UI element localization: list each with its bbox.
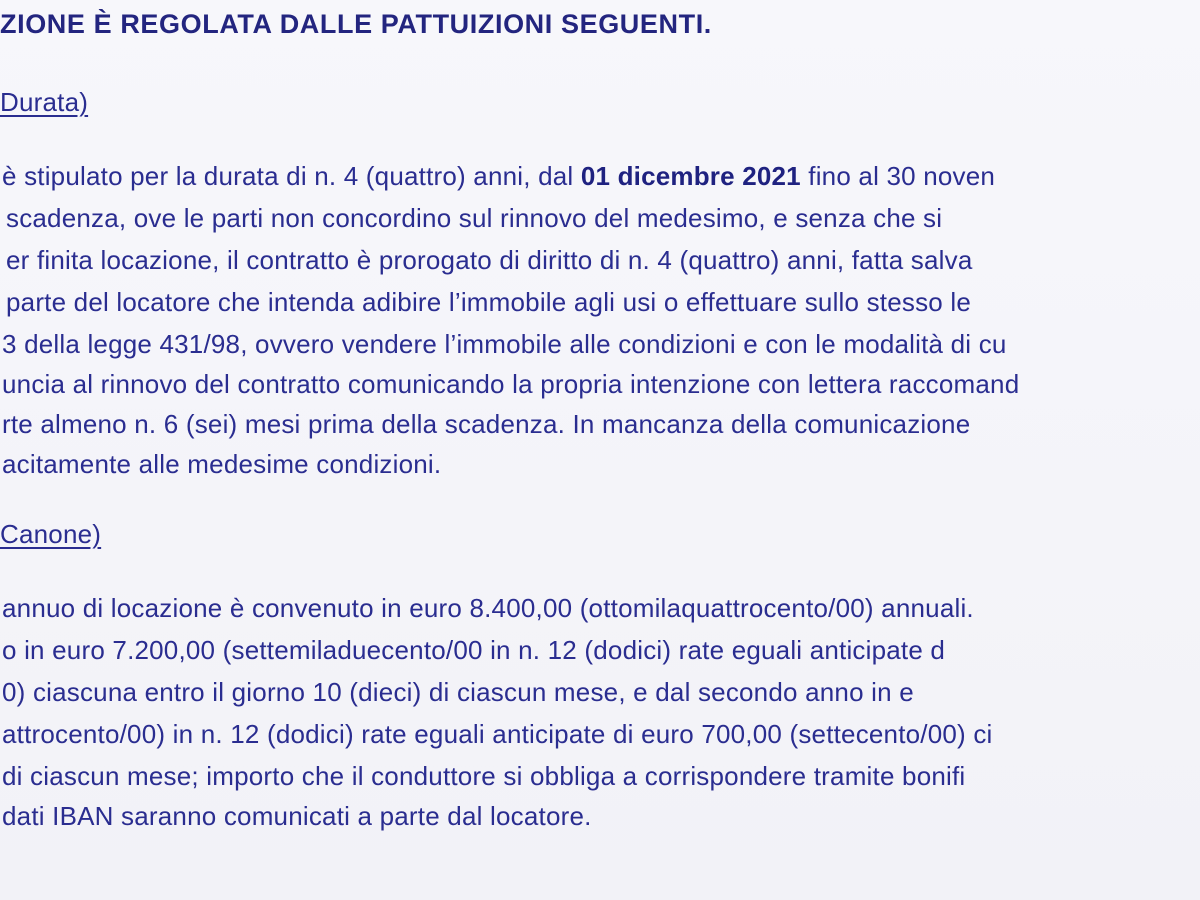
canone-line-4: attrocento/00) in n. 12 (dodici) rate eguali anticipate di euro 700,00 (settecento/00) ci: [2, 719, 993, 749]
section-title-durata: Durata): [0, 87, 89, 117]
canone-line-6: dati IBAN saranno comunicati a parte dal locatore.: [2, 801, 592, 831]
durata-line-6: uncia al rinnovo del contratto comunicando la propria intenzione con lettera raccomand: [2, 369, 1020, 399]
durata-line-1: [2, 160, 995, 192]
document-heading: ZIONE È REGOLATA DALLE PATTUIZIONI SEGUENTI.: [0, 9, 712, 39]
durata-line-1-tail: fino al 30 noven: [800, 161, 996, 191]
durata-line-3: er finita locazione, il contratto è prorogato di diritto di n. 4 (quattro) anni, fatta salva: [6, 245, 973, 275]
canone-line-3: 0) ciascuna entro il giorno 10 (dieci) di ciascun mese, e dal secondo anno in e: [2, 677, 914, 707]
durata-line-7: rte almeno n. 6 (sei) mesi prima della scadenza. In mancanza della comunicazione: [2, 409, 971, 439]
durata-line-1-text: è stipulato per la durata di n. 4 (quattro) anni, dal: [2, 161, 581, 191]
durata-line-4: parte del locatore che intenda adibire l’immobile agli usi o effettuare sullo stesso le: [6, 287, 972, 317]
canone-line-1: annuo di locazione è convenuto in euro 8.400,00 (ottomilaquattrocento/00) annuali.: [2, 593, 974, 623]
canone-line-2: o in euro 7.200,00 (settemiladuecento/00 in n. 12 (dodici) rate eguali anticipate d: [2, 635, 946, 665]
durata-line-5: 3 della legge 431/98, ovvero vendere l’immobile alle condizioni e con le modalità di cu: [2, 329, 1007, 359]
canone-line-5: di ciascun mese; importo che il conduttore si obbliga a corrispondere tramite bonifi: [2, 761, 966, 791]
start-date: 01 dicembre 2021: [580, 161, 801, 191]
durata-line-8: acitamente alle medesime condizioni.: [2, 449, 442, 479]
durata-line-2: scadenza, ove le parti non concordino sul rinnovo del medesimo, e senza che si: [6, 203, 943, 233]
section-title-canone: Canone): [0, 519, 102, 549]
